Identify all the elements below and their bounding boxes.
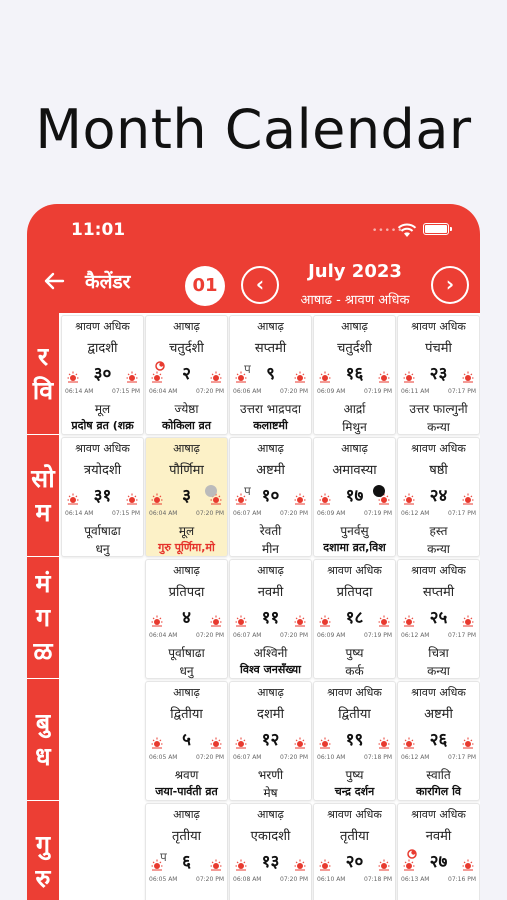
sunset-time: 07:20 PM <box>280 754 308 761</box>
weekday-letter: र <box>37 341 49 371</box>
hindu-month: श्रावण अधिक <box>411 686 466 699</box>
date-number: २४ <box>429 486 448 506</box>
tithi: चतुर्दशी <box>169 341 204 356</box>
date-number: १३ <box>261 852 280 872</box>
sunrise-time: 06:11 AM <box>401 388 430 395</box>
sun-times <box>317 388 392 395</box>
hindu-month: आषाढ़ <box>257 564 284 577</box>
weekday-letter: म <box>35 497 51 527</box>
day-cell[interactable] <box>145 681 228 801</box>
week-row <box>27 313 480 437</box>
sunrise-time: 06:04 AM <box>149 388 178 395</box>
rashi: मीन <box>262 542 279 556</box>
sunrise-time: 06:12 AM <box>401 632 430 639</box>
sunrise-icon <box>67 493 79 505</box>
tithi: द्वितीया <box>170 707 203 722</box>
day-cell[interactable] <box>145 803 228 900</box>
sunset-icon <box>294 859 306 871</box>
nakshatra: उत्तरा भाद्रपदा <box>240 402 301 416</box>
weekday-letter: ध <box>35 741 51 771</box>
tithi: चतुर्दशी <box>337 341 372 356</box>
hindu-month: आषाढ़ <box>173 564 200 577</box>
month-title: July 2023 <box>308 261 402 282</box>
nakshatra: पूर्वाषाढा <box>168 646 205 660</box>
half-moon-icon: प <box>244 484 251 498</box>
back-arrow-icon[interactable] <box>43 270 65 292</box>
sunset-time: 07:20 PM <box>280 632 308 639</box>
date-number: १९ <box>345 730 364 750</box>
sunrise-time: 06:14 AM <box>65 388 94 395</box>
nakshatra: स्वाति <box>426 768 451 782</box>
nakshatra: अश्विनी <box>253 646 288 660</box>
nakshatra: आर्द्रा <box>343 402 366 416</box>
rashi: मेष <box>263 786 278 800</box>
tithi: प्रतिपदा <box>168 585 205 600</box>
hindu-month: श्रावण अधिक <box>75 442 130 455</box>
sun-times <box>401 388 476 395</box>
sunrise-time: 06:04 AM <box>149 632 178 639</box>
week-row <box>27 435 480 559</box>
sunset-time: 07:19 PM <box>364 510 392 517</box>
hindu-month: आषाढ़ <box>341 442 368 455</box>
sun-times <box>233 632 308 639</box>
eclipse-icon <box>154 360 166 372</box>
festival-event: गुरु पूर्णिमा,मो <box>158 541 215 554</box>
date-number: १७ <box>345 486 364 506</box>
weekday-label <box>27 679 59 803</box>
sunrise-time: 06:05 AM <box>149 876 178 883</box>
status-time: 11:01 <box>71 220 126 240</box>
date-number: २६ <box>429 730 448 750</box>
sunrise-icon <box>151 737 163 749</box>
sunrise-time: 06:09 AM <box>317 388 346 395</box>
today-button[interactable]: 01 <box>185 266 225 306</box>
day-cell[interactable] <box>397 315 480 435</box>
sunrise-icon <box>403 737 415 749</box>
app-bar <box>27 204 480 313</box>
battery-icon <box>423 223 449 235</box>
sunset-time: 07:18 PM <box>364 754 392 761</box>
full-moon-icon <box>205 485 217 497</box>
nakshatra: पुष्य <box>345 646 364 660</box>
hindu-month: श्रावण अधिक <box>75 320 130 333</box>
hindu-month: आषाढ़ <box>173 686 200 699</box>
weekday-letter: ळ <box>33 636 53 666</box>
new-moon-icon <box>373 485 385 497</box>
sun-times <box>401 632 476 639</box>
week-row <box>27 679 480 803</box>
tithi: सप्तमी <box>422 585 455 600</box>
hindu-month: आषाढ़ <box>341 320 368 333</box>
sunset-icon <box>294 493 306 505</box>
sunrise-time: 06:12 AM <box>401 510 430 517</box>
hero-title: Month Calendar <box>35 98 472 161</box>
sunset-icon <box>126 493 138 505</box>
day-cell[interactable] <box>313 315 396 435</box>
empty-day-cell <box>61 681 144 801</box>
sunrise-time: 06:14 AM <box>65 510 94 517</box>
sunset-icon <box>378 615 390 627</box>
sunset-time: 07:20 PM <box>280 876 308 883</box>
date-number: १२ <box>261 730 280 750</box>
hindu-month: आषाढ़ <box>173 442 200 455</box>
sunrise-icon <box>319 737 331 749</box>
sunset-icon <box>378 737 390 749</box>
tithi: द्वादशी <box>87 341 118 356</box>
festival-event: कलाष्टमी <box>253 419 288 432</box>
tithi: नवमी <box>425 829 452 844</box>
sunset-icon <box>462 859 474 871</box>
sunrise-icon <box>319 371 331 383</box>
hindu-month: आषाढ़ <box>257 808 284 821</box>
rashi: कन्या <box>427 420 450 434</box>
nakshatra: हस्त <box>429 524 448 538</box>
sunrise-time: 06:12 AM <box>401 754 430 761</box>
sunrise-icon <box>67 371 79 383</box>
weekday-letter: ग <box>35 602 51 632</box>
sunset-icon <box>210 371 222 383</box>
sunset-icon <box>210 615 222 627</box>
sunrise-icon <box>151 371 163 383</box>
weekday-letter: रु <box>35 863 51 893</box>
sun-times <box>149 754 224 761</box>
sunset-icon <box>126 371 138 383</box>
sunrise-time: 06:09 AM <box>317 510 346 517</box>
sunrise-icon <box>151 615 163 627</box>
signal-dots-icon: ••••• <box>372 226 404 236</box>
sun-times <box>149 876 224 883</box>
sunrise-icon <box>403 493 415 505</box>
day-cell[interactable] <box>397 559 480 679</box>
sunset-time: 07:18 PM <box>364 876 392 883</box>
tithi: दशमी <box>257 707 284 722</box>
hindu-month: आषाढ़ <box>173 320 200 333</box>
weekday-label <box>27 801 59 900</box>
tithi: षष्ठी <box>429 463 448 478</box>
hindu-month: श्रावण अधिक <box>411 808 466 821</box>
app-title: कैलेंडर <box>85 271 131 293</box>
sunrise-time: 06:06 AM <box>233 388 262 395</box>
empty-day-cell <box>61 559 144 679</box>
sun-times <box>401 510 476 517</box>
sun-times <box>317 754 392 761</box>
nakshatra: मूल <box>178 524 195 538</box>
nakshatra: चित्रा <box>428 646 449 660</box>
date-number: २३ <box>429 364 448 384</box>
day-cell[interactable] <box>313 437 396 557</box>
day-cell[interactable] <box>229 559 312 679</box>
sunset-time: 07:20 PM <box>196 632 224 639</box>
sunrise-icon <box>319 615 331 627</box>
sun-times <box>149 510 224 517</box>
day-cell[interactable] <box>229 681 312 801</box>
date-number: २० <box>345 852 364 872</box>
hindu-month: आषाढ़ <box>257 320 284 333</box>
week-row <box>27 801 480 900</box>
sunset-time: 07:20 PM <box>196 388 224 395</box>
festival-event: कारगिल वि <box>415 785 462 798</box>
sun-times <box>401 754 476 761</box>
sunset-icon <box>378 371 390 383</box>
sunset-time: 07:16 PM <box>448 876 476 883</box>
date-number: ३ <box>182 486 191 506</box>
tithi: द्वितीया <box>338 707 371 722</box>
eclipse-icon <box>406 848 418 860</box>
festival-event: जया-पार्वती व्रत <box>155 785 218 798</box>
weekday-label <box>27 557 59 681</box>
prev-month-button[interactable]: ‹ <box>241 266 279 304</box>
weekday-letter: बु <box>35 707 51 737</box>
tithi: प्रतिपदा <box>336 585 373 600</box>
sun-times <box>65 388 140 395</box>
weekday-label <box>27 313 59 437</box>
tithi: पंचमी <box>425 341 452 356</box>
hindu-month: आषाढ़ <box>257 442 284 455</box>
hindu-month-subtitle: आषाढ - श्रावण अधिक <box>300 293 410 308</box>
sunset-icon <box>294 615 306 627</box>
date-number: १६ <box>345 364 364 384</box>
sunset-icon <box>294 737 306 749</box>
sunset-icon <box>462 615 474 627</box>
rashi: धनु <box>179 664 194 678</box>
sunset-time: 07:20 PM <box>280 388 308 395</box>
tithi: अष्टमी <box>424 707 453 722</box>
tithi: पौर्णिमा <box>169 463 204 478</box>
rashi: कर्क <box>345 664 364 678</box>
date-number: ३१ <box>93 486 112 506</box>
tithi: तृतीया <box>339 829 370 844</box>
calendar-grid <box>27 313 480 900</box>
sunrise-icon <box>403 615 415 627</box>
rashi: कन्या <box>427 664 450 678</box>
sunrise-icon <box>151 493 163 505</box>
nakshatra: पुष्य <box>345 768 364 782</box>
hindu-month: श्रावण अधिक <box>327 686 382 699</box>
day-cell[interactable] <box>145 315 228 435</box>
tithi: नवमी <box>257 585 284 600</box>
tithi: एकादशी <box>250 829 291 844</box>
weekday-label <box>27 435 59 559</box>
hindu-month: श्रावण अधिक <box>411 564 466 577</box>
day-cell[interactable] <box>313 803 396 900</box>
tithi: अमावस्या <box>332 463 377 478</box>
day-cell[interactable] <box>397 681 480 801</box>
tithi: तृतीया <box>171 829 202 844</box>
week-row <box>27 557 480 681</box>
date-number: ६ <box>182 852 191 872</box>
tithi: त्रयोदशी <box>83 463 122 478</box>
date-number: ३० <box>93 364 112 384</box>
nakshatra: पूर्वाषाढा <box>84 524 121 538</box>
sun-times <box>233 754 308 761</box>
date-number: १० <box>261 486 280 506</box>
sunrise-time: 06:07 AM <box>233 754 262 761</box>
weekday-letter: गु <box>35 829 51 859</box>
sunrise-icon <box>403 859 415 871</box>
date-number: २५ <box>429 608 448 628</box>
next-month-button[interactable]: › <box>431 266 469 304</box>
sunset-time: 07:20 PM <box>196 876 224 883</box>
day-cell[interactable] <box>145 559 228 679</box>
rashi: मिथुन <box>342 420 367 434</box>
hindu-month: श्रावण अधिक <box>411 320 466 333</box>
sunset-icon <box>462 737 474 749</box>
sun-times <box>149 632 224 639</box>
date-number: २७ <box>429 852 448 872</box>
sun-times <box>317 510 392 517</box>
nakshatra: ज्येष्ठा <box>174 402 199 416</box>
sunset-icon <box>462 371 474 383</box>
half-moon-icon: प <box>160 850 167 864</box>
nakshatra: मूल <box>94 402 111 416</box>
sun-times <box>317 876 392 883</box>
day-cell[interactable] <box>229 437 312 557</box>
sunrise-time: 06:13 AM <box>401 876 430 883</box>
tithi: अष्टमी <box>256 463 285 478</box>
rashi: धनु <box>95 542 110 556</box>
hindu-month: श्रावण अधिक <box>327 808 382 821</box>
nakshatra: पुनर्वसु <box>340 524 369 538</box>
day-cell[interactable] <box>61 437 144 557</box>
hindu-month: श्रावण अधिक <box>411 442 466 455</box>
date-number: ९ <box>266 364 275 384</box>
day-cell[interactable] <box>61 315 144 435</box>
phone-screen <box>27 204 480 900</box>
nakshatra: रेवती <box>259 524 282 538</box>
sunset-time: 07:17 PM <box>448 632 476 639</box>
hindu-month: आषाढ़ <box>173 808 200 821</box>
sunset-time: 07:17 PM <box>448 754 476 761</box>
nakshatra: उत्तर फाल्गुनी <box>409 402 468 416</box>
sunrise-time: 06:07 AM <box>233 510 262 517</box>
festival-event: दशामा व्रत,विश <box>323 541 386 554</box>
wifi-icon <box>397 222 417 238</box>
sunset-icon <box>210 737 222 749</box>
date-number: ४ <box>182 608 191 628</box>
hindu-month: आषाढ़ <box>257 686 284 699</box>
sunrise-time: 06:09 AM <box>317 632 346 639</box>
rashi: कन्या <box>427 542 450 556</box>
date-number: २ <box>182 364 191 384</box>
sunrise-time: 06:10 AM <box>317 876 346 883</box>
sunrise-time: 06:10 AM <box>317 754 346 761</box>
festival-event: चन्द्र दर्शन <box>334 785 375 798</box>
hindu-month: श्रावण अधिक <box>327 564 382 577</box>
date-number: १८ <box>345 608 364 628</box>
day-cell[interactable] <box>397 437 480 557</box>
sun-times <box>317 632 392 639</box>
sunset-time: 07:17 PM <box>448 510 476 517</box>
sun-times <box>401 876 476 883</box>
day-cell[interactable] <box>313 559 396 679</box>
half-moon-icon: प <box>244 362 251 376</box>
sunrise-icon <box>235 615 247 627</box>
festival-event: कोकिला व्रत <box>161 419 212 432</box>
festival-event: विश्व जनसँख्या <box>240 663 301 676</box>
sunset-time: 07:19 PM <box>364 632 392 639</box>
sun-times <box>233 388 308 395</box>
empty-day-cell <box>61 803 144 900</box>
day-cell[interactable] <box>313 681 396 801</box>
weekday-letter: मं <box>35 568 51 598</box>
sunrise-time: 06:04 AM <box>149 510 178 517</box>
sunset-time: 07:20 PM <box>280 510 308 517</box>
sunset-time: 07:15 PM <box>112 388 140 395</box>
day-cell[interactable] <box>145 437 228 557</box>
sunset-icon <box>210 859 222 871</box>
sunrise-icon <box>235 859 247 871</box>
festival-event: प्रदोष व्रत (शक्र <box>71 419 134 432</box>
sunrise-time: 06:05 AM <box>149 754 178 761</box>
date-number: ११ <box>261 608 280 628</box>
nakshatra: भरणी <box>257 768 284 782</box>
sun-times <box>149 388 224 395</box>
sunrise-time: 06:08 AM <box>233 876 262 883</box>
nakshatra: श्रवण <box>174 768 199 782</box>
day-cell[interactable] <box>229 803 312 900</box>
sunset-icon <box>294 371 306 383</box>
tithi: सप्तमी <box>254 341 287 356</box>
sunset-time: 07:20 PM <box>196 754 224 761</box>
sunset-time: 07:17 PM <box>448 388 476 395</box>
sunrise-icon <box>403 371 415 383</box>
sunset-time: 07:20 PM <box>196 510 224 517</box>
sunrise-icon <box>235 737 247 749</box>
sunset-icon <box>462 493 474 505</box>
sunset-time: 07:15 PM <box>112 510 140 517</box>
weekday-letter: वि <box>32 375 54 405</box>
day-cell[interactable] <box>397 803 480 900</box>
sunrise-icon <box>319 859 331 871</box>
date-number: ५ <box>182 730 191 750</box>
sunset-icon <box>378 859 390 871</box>
day-cell[interactable] <box>229 315 312 435</box>
weekday-letter: सो <box>31 463 55 493</box>
sunrise-icon <box>319 493 331 505</box>
sun-times <box>233 510 308 517</box>
sunset-time: 07:19 PM <box>364 388 392 395</box>
sun-times <box>233 876 308 883</box>
sunrise-time: 06:07 AM <box>233 632 262 639</box>
sun-times <box>65 510 140 517</box>
